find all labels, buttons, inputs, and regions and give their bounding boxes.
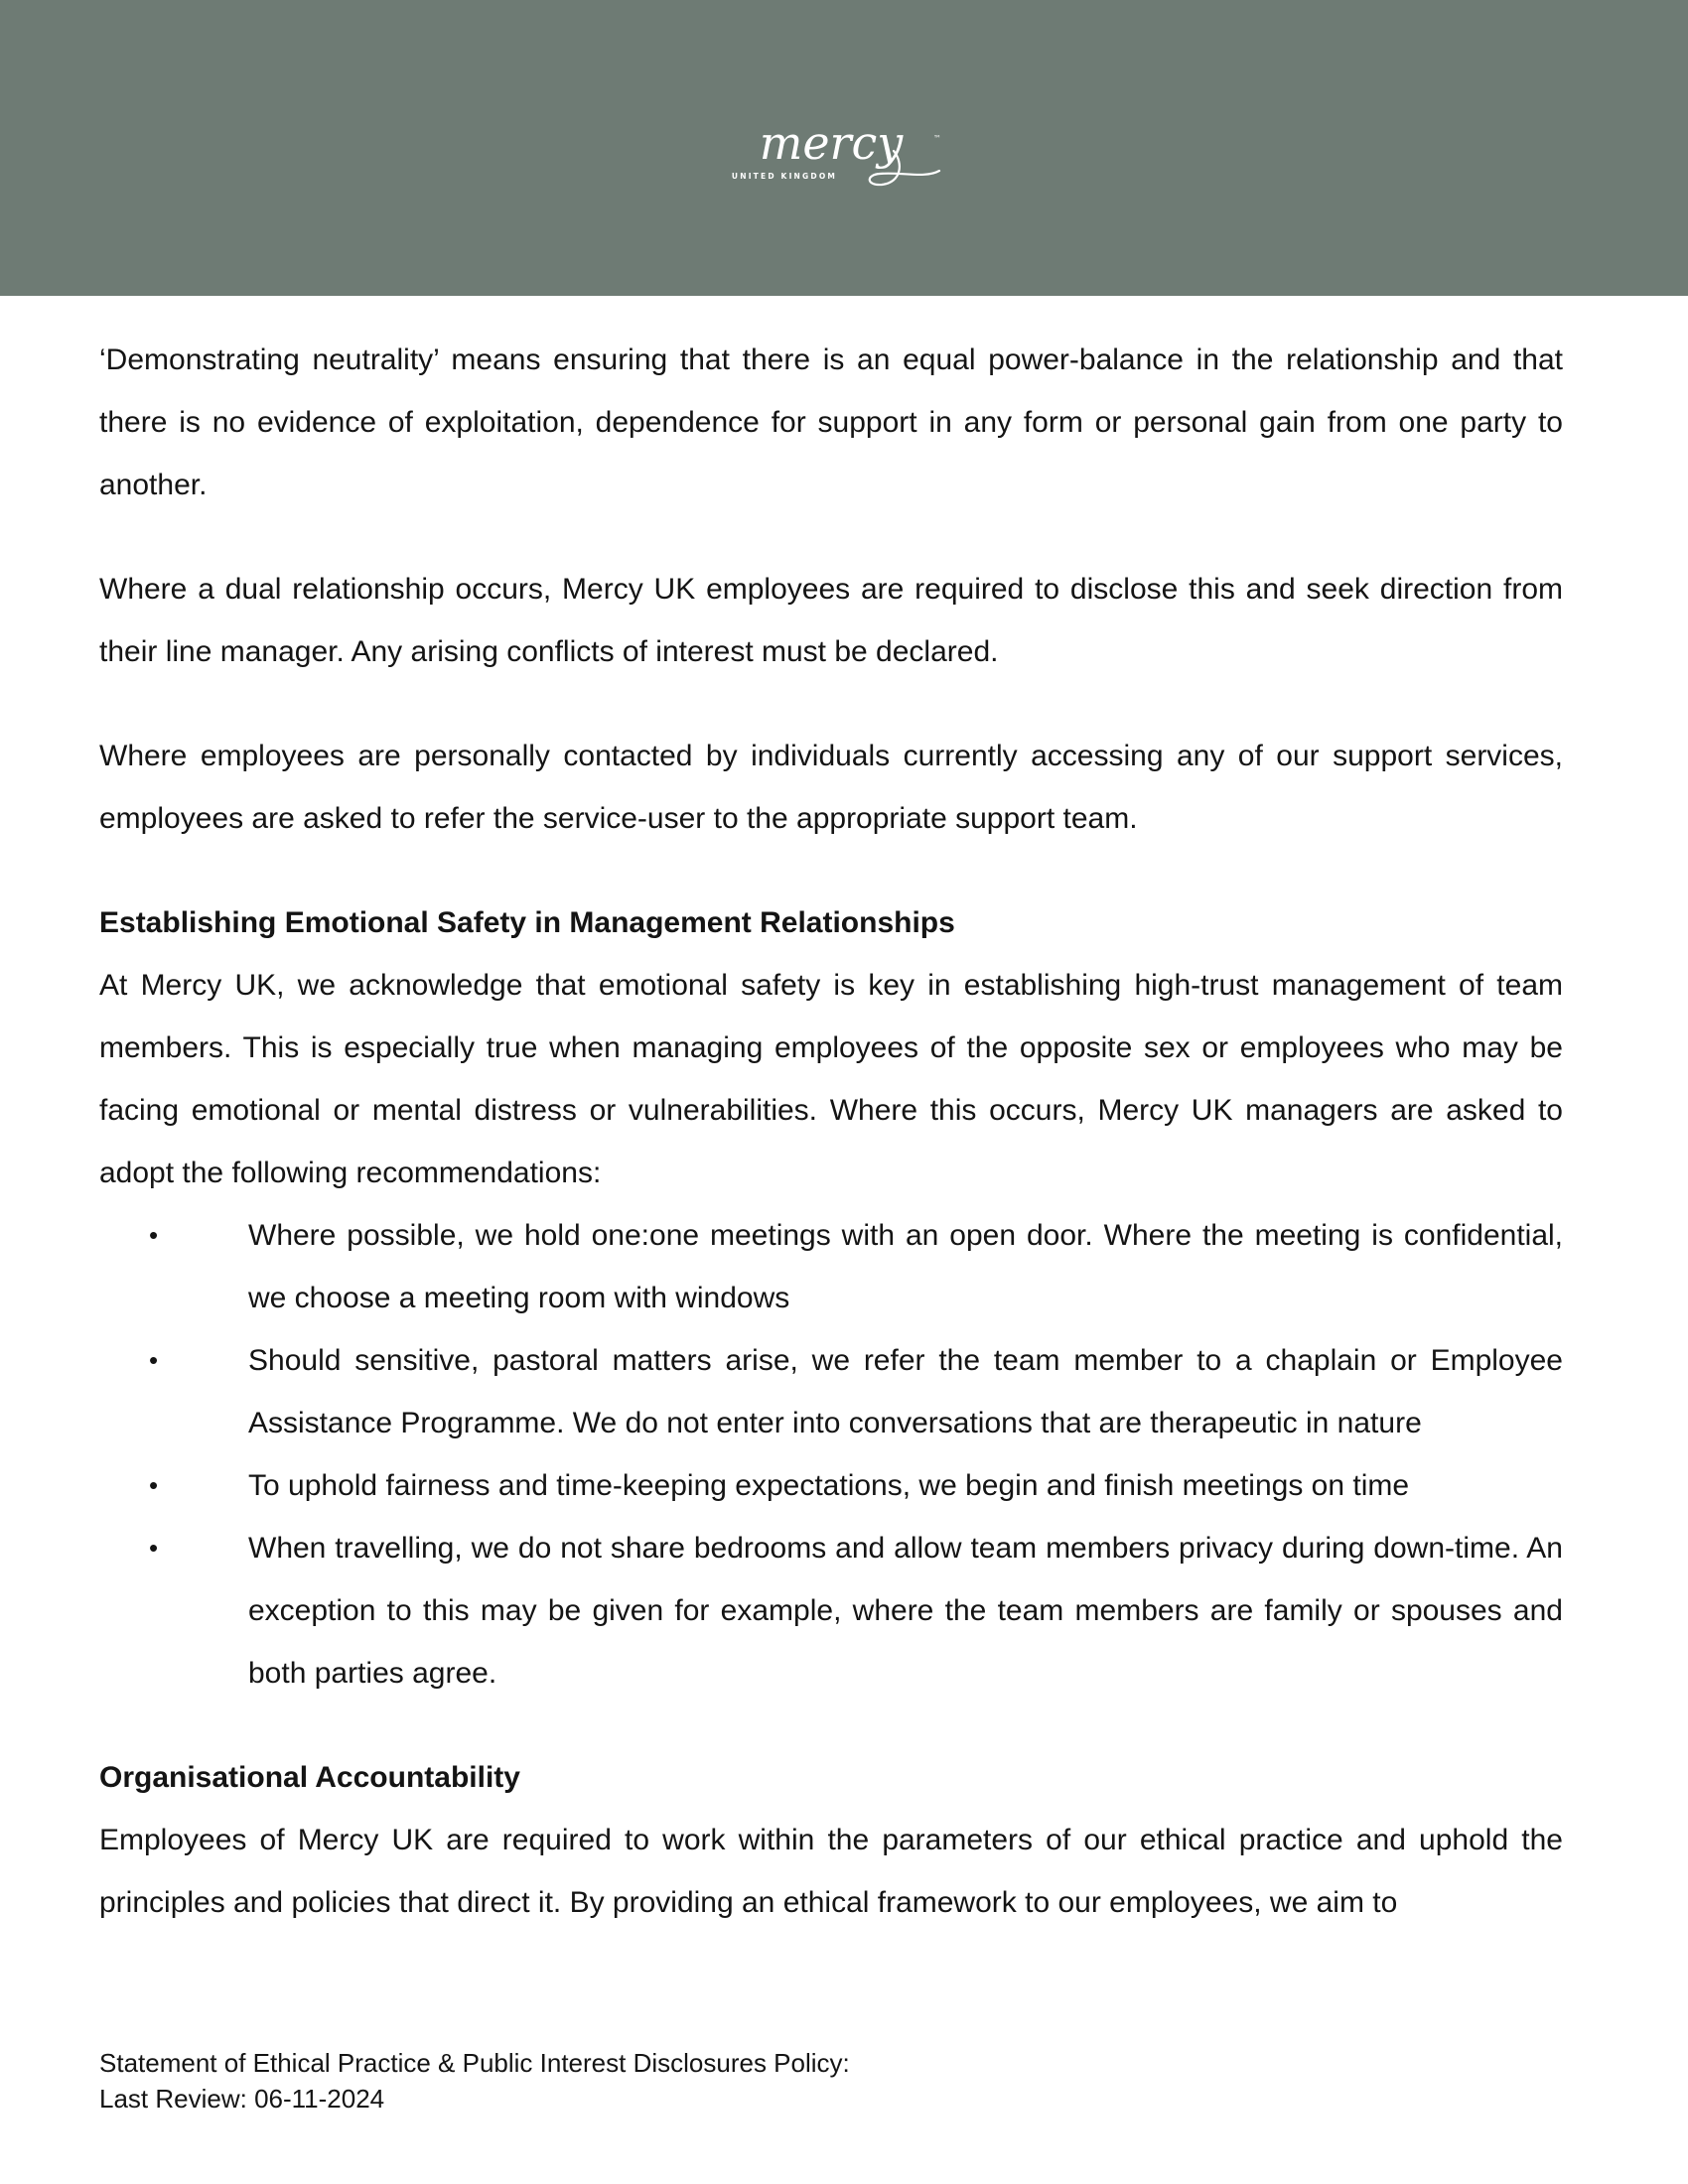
bullet-icon: •	[149, 1533, 159, 1563]
list-item	[99, 1329, 1563, 1454]
recommendations-list	[99, 1204, 1563, 1705]
bullet-icon: •	[149, 1345, 159, 1375]
paragraph-personal-contact: Where employees are personally contacted by individuals currently accessing any of our support services, employees are asked to refer the service-user to the appropriate support team.	[99, 740, 1563, 835]
list-item	[99, 1454, 1563, 1517]
logo-trademark: ™	[933, 134, 941, 143]
footer-policy-title: Statement of Ethical Practice & Public Interest Disclosures Policy:	[99, 2048, 850, 2078]
logo-wordmark: mercy	[759, 117, 904, 170]
list-item-text: Where possible, we hold one:one meetings with an open door. Where the meeting is confidential, we choose a meeting room with windows	[248, 1219, 1563, 1314]
section-heading-emotional-safety: Establishing Emotional Safety in Management Relationships	[99, 906, 955, 939]
list-item-text: When travelling, we do not share bedrooms and allow team members privacy during down-time. An exception to this may be given for example, where the team members are family or spouses and both parties agree.	[248, 1532, 1563, 1690]
paragraph-accountability: Employees of Mercy UK are required to work within the parameters of our ethical practice and uphold the principles and policies that direct it. By providing an ethical framework to our employees, we aim to	[99, 1824, 1563, 1919]
page-header	[0, 0, 1688, 296]
document-body	[99, 329, 1563, 1934]
bullet-icon: •	[149, 1470, 159, 1500]
paragraph-dual-relationship: Where a dual relationship occurs, Mercy UK employees are required to disclose this and seek direction from their line manager. Any arising conflicts of interest must be declared.	[99, 573, 1563, 668]
list-item-text: To uphold fairness and time-keeping expectations, we begin and finish meetings on time	[248, 1469, 1410, 1502]
paragraph-emotional-safety-intro: At Mercy UK, we acknowledge that emotional safety is key in establishing high-trust management of team members. This is especially true when managing employees of the opposite sex or employees who may be facing emotional or mental distress or vulnerabilities. Where this occurs, Mercy UK managers are asked to adopt the following recommendations:	[99, 969, 1563, 1189]
logo-subtitle: UNITED KINGDOM	[731, 172, 838, 181]
list-item-text: Should sensitive, pastoral matters arise, we refer the team member to a chaplain or Employee Assistance Programme. We do not enter into conversations that are therapeutic in nature	[248, 1344, 1563, 1439]
list-item	[99, 1517, 1563, 1705]
bullet-icon: •	[149, 1220, 159, 1250]
list-item	[99, 1204, 1563, 1329]
section-heading-accountability: Organisational Accountability	[99, 1761, 520, 1794]
paragraph-neutrality: ‘Demonstrating neutrality’ means ensuring that there is an equal power-balance in the relationship and that there is no evidence of exploitation, dependence for support in any form or personal gain from one party to another.	[99, 343, 1563, 501]
mercy-logo	[707, 117, 955, 197]
page-footer	[99, 2045, 1192, 2116]
footer-last-review: Last Review: 06-11-2024	[99, 2084, 385, 2114]
